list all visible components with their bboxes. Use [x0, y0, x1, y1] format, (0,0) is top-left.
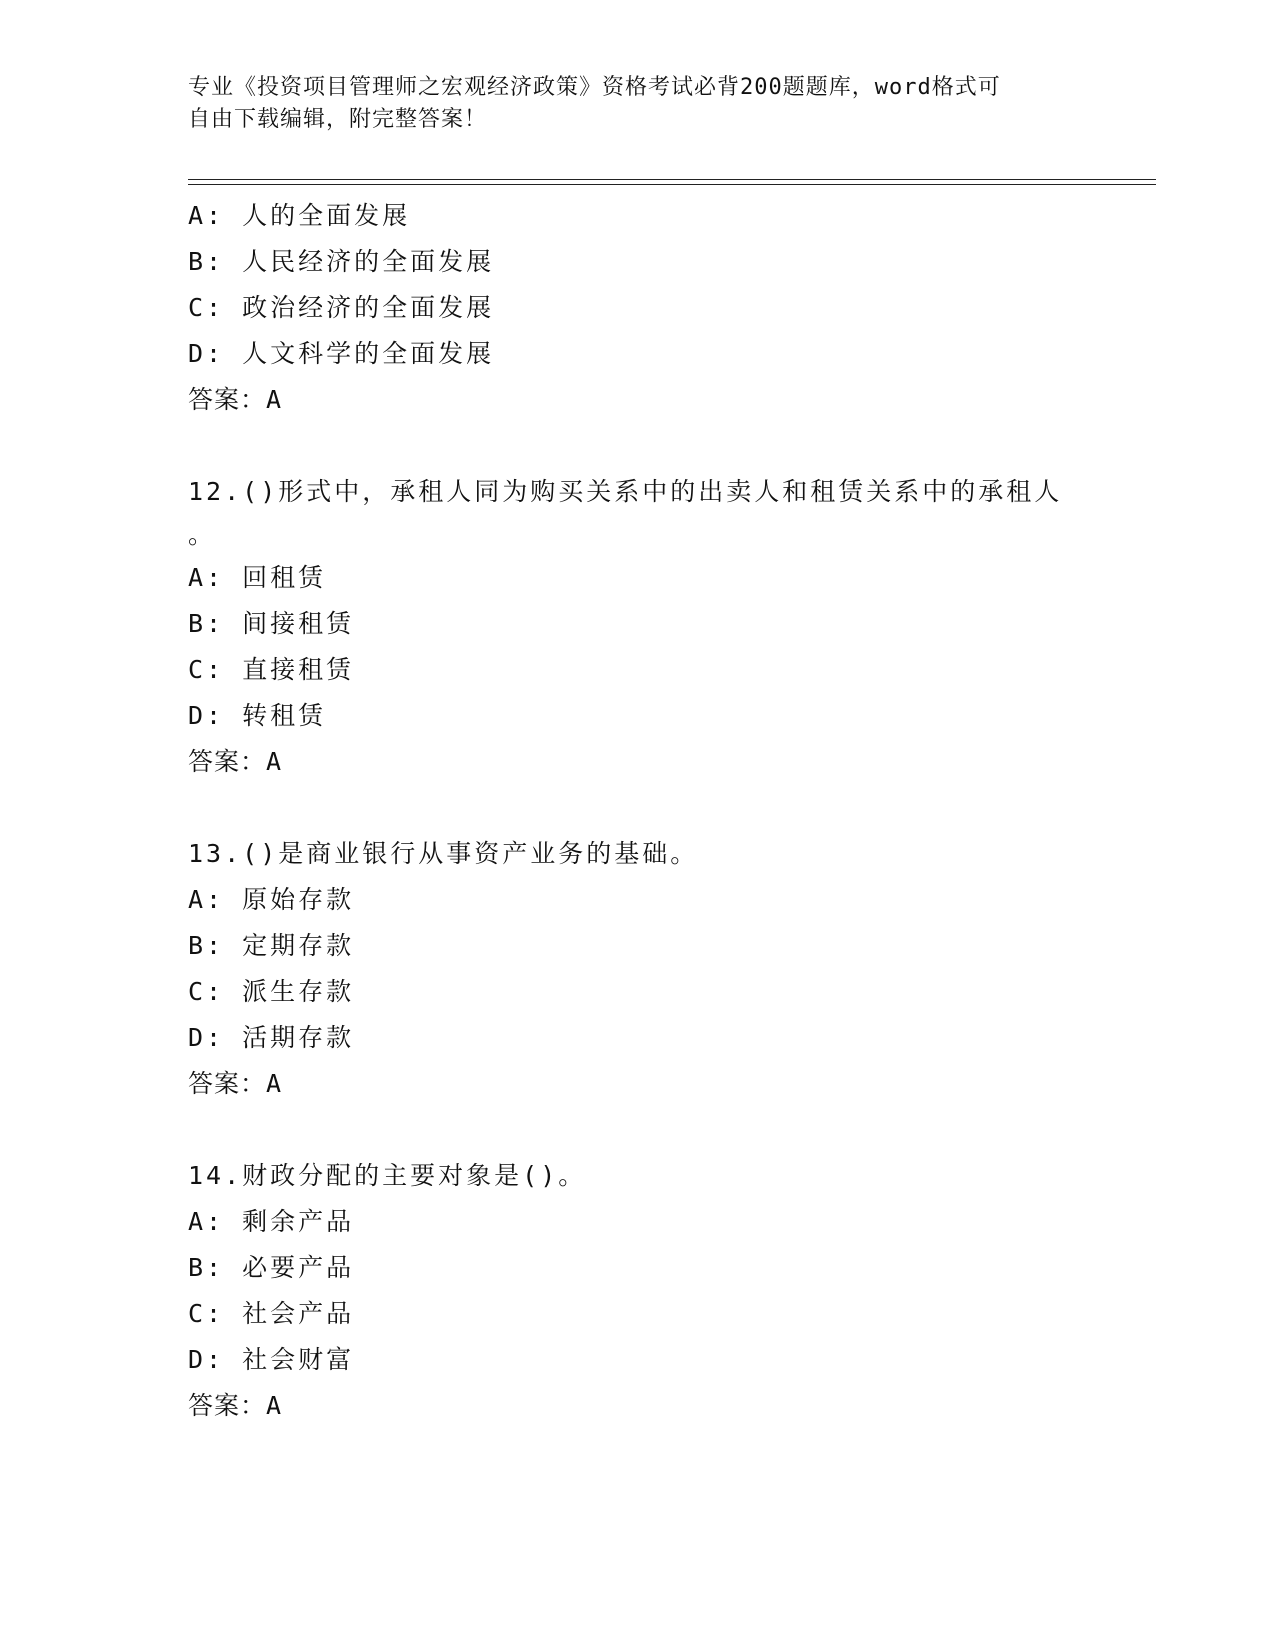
option-d: D: 人文科学的全面发展	[188, 339, 495, 368]
header-rule-top	[188, 179, 1156, 180]
answer-line: 答案：A	[188, 1391, 283, 1420]
option-c: C: 社会产品	[188, 1299, 355, 1328]
spacer	[188, 423, 1128, 469]
question-stem: 12.()形式中，承租人同为购买关系中的出卖人和租赁关系中的承租人	[188, 477, 1063, 506]
option-b: B: 必要产品	[188, 1253, 355, 1282]
option-a: A: 人的全面发展	[188, 201, 411, 230]
option-a: A: 回租赁	[188, 563, 327, 592]
option-b: B: 定期存款	[188, 931, 355, 960]
question-block-14	[188, 1153, 1128, 1429]
option-c: C: 直接租赁	[188, 655, 355, 684]
spacer	[188, 785, 1128, 831]
header-title-line-2: 自由下载编辑，附完整答案！	[188, 107, 488, 132]
option-a: A: 剩余产品	[188, 1207, 355, 1236]
question-block-11	[188, 193, 1128, 423]
option-c: C: 派生存款	[188, 977, 355, 1006]
option-d: D: 社会财富	[188, 1345, 355, 1374]
header-title-line-1: 专业《投资项目管理师之宏观经济政策》资格考试必背200题题库，word格式可	[188, 75, 1001, 100]
question-stem-continuation: 。	[188, 520, 217, 549]
option-d: D: 活期存款	[188, 1023, 355, 1052]
question-block-13	[188, 831, 1128, 1107]
answer-line: 答案：A	[188, 1069, 283, 1098]
question-stem: 13.()是商业银行从事资产业务的基础。	[188, 839, 699, 868]
question-block-12	[188, 469, 1128, 785]
question-stem: 14.财政分配的主要对象是()。	[188, 1161, 587, 1190]
option-b: B: 间接租赁	[188, 609, 355, 638]
question-list	[188, 193, 1128, 1429]
document-header	[188, 72, 1088, 136]
option-b: B: 人民经济的全面发展	[188, 247, 495, 276]
answer-line: 答案：A	[188, 747, 283, 776]
option-d: D: 转租赁	[188, 701, 327, 730]
option-c: C: 政治经济的全面发展	[188, 293, 495, 322]
option-a: A: 原始存款	[188, 885, 355, 914]
spacer	[188, 1107, 1128, 1153]
answer-line: 答案：A	[188, 385, 283, 414]
header-rule-bottom	[188, 184, 1156, 185]
